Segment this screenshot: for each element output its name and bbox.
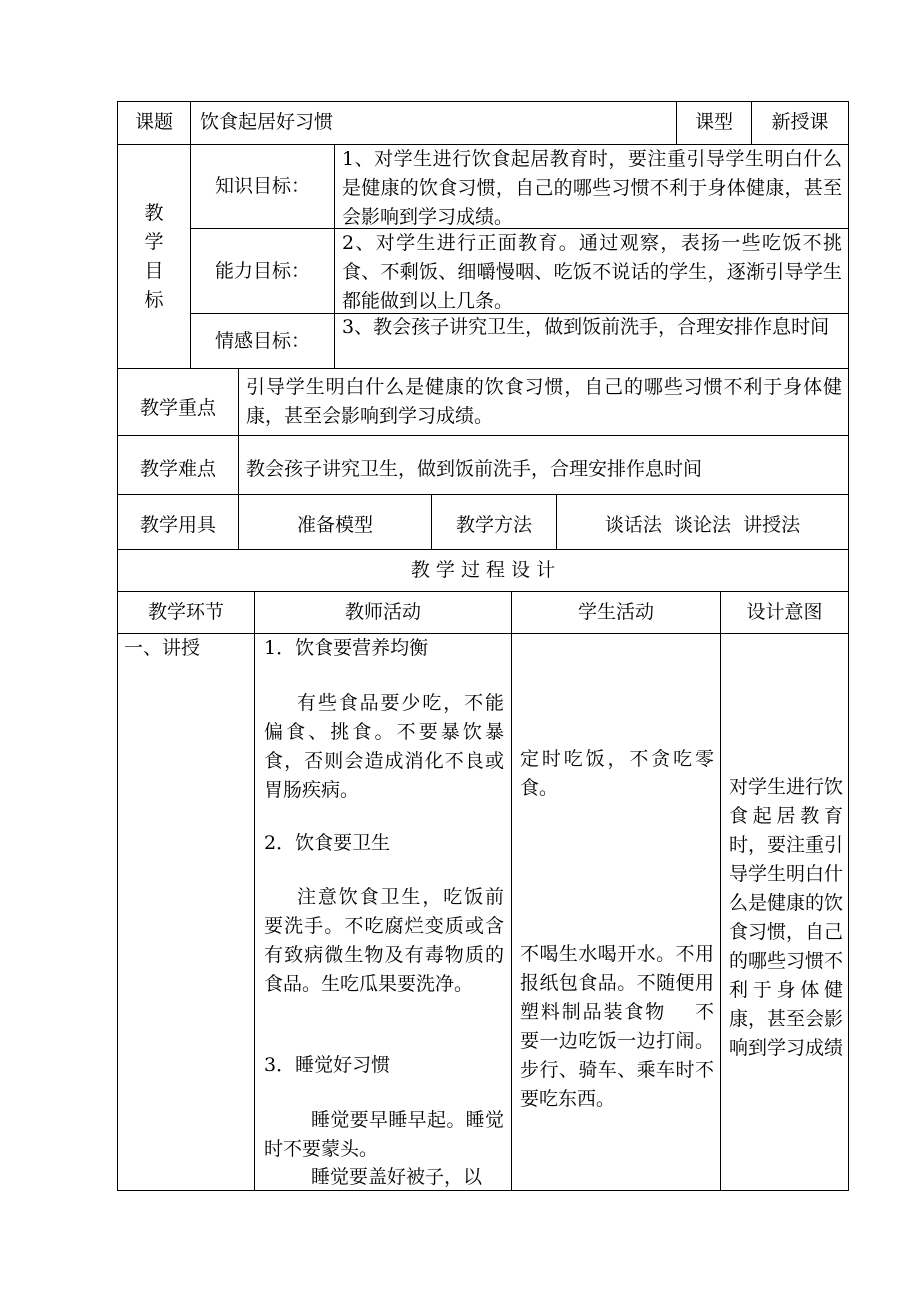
key-points-label: 教学重点 (139, 397, 216, 419)
teacher-paragraph-4: 睡觉要盖好被子，以 (311, 1166, 483, 1188)
topic-label: 课题 (134, 111, 173, 133)
rule (254, 591, 255, 1191)
teacher-paragraph-1: 有些食品要少吃，不能偏食、挑食。不要暴饮暴食，否则会造成消化不良或胃肠疾病。 (264, 692, 504, 801)
rule (334, 144, 335, 369)
teacher-heading-3: 3．睡觉好习惯 (264, 1054, 391, 1076)
rule (117, 368, 849, 369)
type-label: 课型 (694, 111, 733, 133)
goals-label-char: 学 (144, 231, 164, 253)
topic-value: 饮食起居好习惯 (200, 111, 334, 133)
method-value: 谈话法 谈论法 讲授法 (604, 514, 801, 536)
knowledge-goal-text: 1、对学生进行饮食起居教育时，要注重引导学生明白什么是健康的饮食习惯，自己的哪些习惯不利于身体健康，甚至会影响到学习成绩。 (342, 148, 842, 228)
difficulties-text: 教会孩子讲究卫生，做到饭前洗手，合理安排作息时间 (246, 458, 703, 480)
goals-label-char: 标 (144, 289, 164, 311)
column-header-teacher: 教师活动 (344, 601, 421, 623)
teacher-heading-1: 1．饮食要营养均衡 (264, 637, 429, 659)
key-points-text: 引导学生明白什么是健康的饮食习惯，自己的哪些习惯不利于身体健康，甚至会影响到学习成绩。 (246, 376, 842, 427)
goals-vertical-label (139, 199, 169, 315)
column-header-student: 学生活动 (577, 601, 654, 623)
rule (117, 101, 849, 102)
rule (117, 435, 849, 436)
teacher-paragraph-2: 注意饮食卫生，吃饭前要洗手。不吃腐烂变质或含有致病微生物及有毒物质的食品。生吃瓜果要洗净。 (264, 886, 504, 995)
emotion-goal-label: 情感目标： (214, 330, 310, 352)
stage-cell: 一、讲授 (124, 637, 201, 659)
rule (190, 101, 191, 145)
rule (848, 101, 849, 1191)
tools-label: 教学用具 (139, 514, 216, 536)
process-title: 教 学 过 程 设 计 (410, 559, 556, 581)
tools-value: 准备模型 (296, 514, 373, 536)
column-header-intent: 设计意图 (746, 601, 823, 623)
rule (511, 591, 512, 1191)
column-header-stage: 教学环节 (147, 601, 224, 623)
teacher-paragraph-3: 睡觉要早睡早起。睡觉时不要蒙头。 (264, 1109, 504, 1160)
rule (117, 101, 118, 1191)
ability-goal-label: 能力目标： (214, 260, 310, 282)
knowledge-goal-label: 知识目标： (214, 175, 310, 197)
teacher-heading-2: 2．饮食要卫生 (264, 832, 391, 854)
rule (117, 494, 849, 495)
rule (117, 549, 849, 550)
type-value: 新授课 (771, 111, 829, 133)
rule (720, 591, 721, 1191)
design-intent: 对学生进行饮食起居教育时，要注重引导学生明白什么是健康的饮食习惯，自己的哪些习惯不利于身体健康，甚至会影响到学习成绩 (729, 776, 844, 1059)
student-activity-1: 定时吃饭，不贪吃零食。 (520, 748, 714, 799)
goals-label-char: 目 (144, 260, 164, 282)
difficulties-label: 教学难点 (139, 458, 216, 480)
ability-goal-text: 2、对学生进行正面教育。通过观察，表扬一些吃饭不挑食、不剩饭、细嚼慢咽、吃饭不说话的学生，逐渐引导学生都能做到以上几条。 (342, 232, 842, 312)
rule (117, 591, 849, 592)
emotion-goal-text: 3、教会孩子讲究卫生，做到饭前洗手，合理安排作息时间 (342, 316, 830, 338)
method-label: 教学方法 (455, 514, 532, 536)
student-activity-2: 不喝生水喝开水。不用报纸包食品。不随便用塑料制品装食物 不要一边吃饭一边打闹。步行、骑车、乘车时不要吃东西。 (520, 943, 714, 1110)
goals-label-char: 教 (144, 202, 164, 224)
